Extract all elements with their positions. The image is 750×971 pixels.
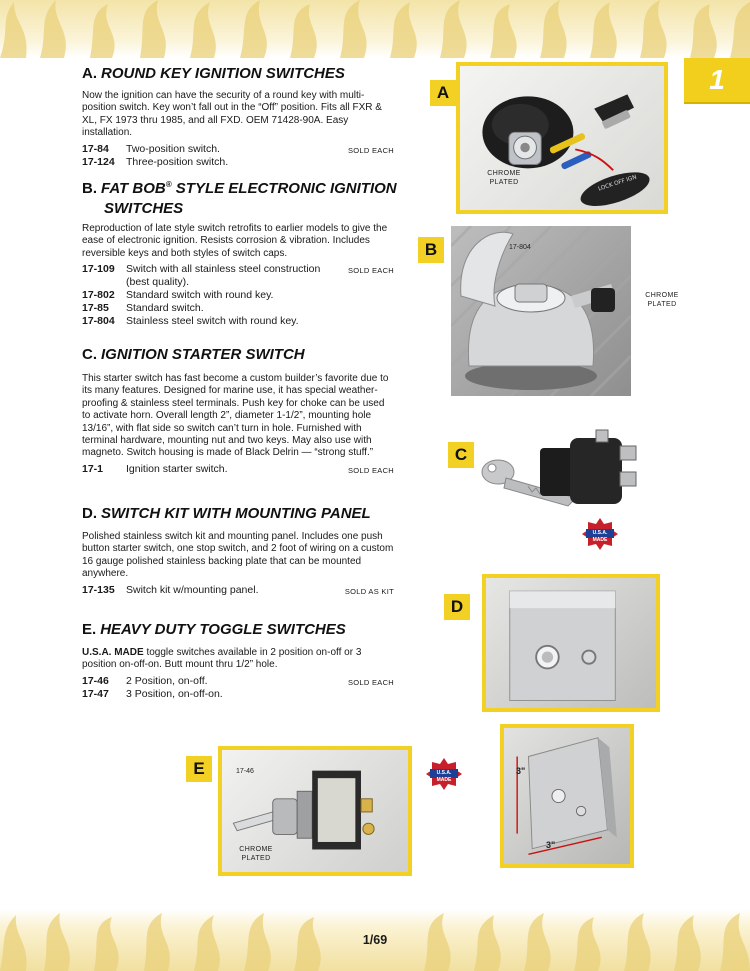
photo-b-label: B: [418, 237, 444, 263]
fat-bob-switch-illustration: [451, 226, 631, 396]
starter-switch-illustration: [476, 428, 656, 518]
lock-plate-text: LOCK OFF IGN: [597, 174, 638, 193]
dimension-horizontal: 3": [546, 840, 556, 850]
part-row: 17-85 Standard switch.: [82, 302, 204, 315]
photo-a-caption: CHROME PLATED: [487, 170, 521, 186]
switch-panel-angle-illustration: [504, 728, 630, 864]
section-c-parts: [82, 463, 394, 476]
part-row: 17-802 Standard switch with round key.: [82, 289, 274, 302]
section-d-parts: [82, 584, 394, 597]
usa-made-badge: U.S.A. MADE: [426, 756, 462, 790]
section-b-description: Reproduction of late style switch retrofits to earlier models to give the ease of electronic ignition. Resists corrosion & vibration. Includes reversible keys and both styles of switch caps.: [82, 223, 388, 259]
section-c-title: C. IGNITION STARTER SWITCH: [82, 346, 305, 363]
photo-e-label: E: [186, 756, 212, 782]
photo-a-round-key-switch: [456, 62, 668, 214]
part-row: 17-47 3 Position, on-off-on.: [82, 687, 223, 700]
section-d-body: [82, 531, 394, 597]
photo-e-part-tag: 17-46: [236, 768, 254, 775]
switch-panel-front-illustration: [486, 578, 656, 708]
section-a-title: A. ROUND KEY IGNITION SWITCHES: [82, 65, 345, 82]
section-b-title: B. FAT BOB® STYLE ELECTRONIC IGNITION SWITCHES: [82, 180, 397, 217]
section-a-description: Now the ignition can have the security of a round key with multi-position switch. Key won’t fall out in the “Off” position. Fits all FXR & XL, FX 1973 thru 1985, and all FXD. OEM 71428-90A. Easy installation.: [82, 90, 382, 139]
part-row: 17-124 Three-position switch.: [82, 155, 229, 168]
page-number: 1/69: [362, 933, 388, 947]
section-a-parts: [82, 143, 394, 169]
part-row: 17-135 Switch kit w/mounting panel. SOLD AS KIT: [82, 583, 394, 596]
part-row: 17-46 2 Position, on-off. SOLD EACH: [82, 674, 394, 687]
photo-c-label: C: [448, 442, 474, 468]
dimension-vertical: 3": [516, 766, 526, 776]
part-row: 17-84 Two-position switch. SOLD EACH: [82, 142, 394, 155]
section-b-parts: [82, 263, 394, 328]
part-row: 17-109 Switch with all stainless steel construction (best quality). SOLD EACH: [82, 263, 394, 289]
section-d-description: Polished stainless switch kit and mounting panel. Includes one push button starter switch, one stop switch, and 2 foot of wiring on a custom 16 gauge polished stainless backing plate that can be mounted anywhere.: [82, 531, 394, 580]
photo-d-switch-panel-angle: [500, 724, 634, 868]
photo-a-label: A: [430, 80, 456, 106]
section-e-body: [82, 647, 394, 701]
part-row: 17-1 Ignition starter switch. SOLD EACH: [82, 462, 394, 475]
photo-b-caption: CHROME PLATED: [645, 292, 679, 308]
ignition-switch-illustration: [460, 66, 664, 210]
usa-made-badge: U.S.A. MADE: [582, 516, 618, 550]
section-e-title: E. HEAVY DUTY TOGGLE SWITCHES: [82, 621, 346, 638]
part-row: 17-804 Stainless steel switch with round key.: [82, 315, 299, 328]
section-b-body: [82, 223, 394, 328]
section-c-description: This starter switch has fast become a custom builder’s favorite due to its many features. Designed for marine use, it has special weather-proofing & stainless steel terminals. Push key for choke can be used to activate horn. Overall length 2”, diameter 1-1/2”, mounting hole 13/16”, with flat side so switch can’t turn in hole. Furnished with terminal hardware, mounting nut and two keys. May also use with magneto. Switch housing is made of Black Delrin — “strong stuff.”: [82, 373, 389, 459]
photo-c-starter-switch: [476, 428, 656, 518]
section-e-description: U.S.A. MADE toggle switches available in 2 position on-off or 3 position on-off-on. Butt mount thru 1/2” hole.: [82, 647, 362, 671]
photo-d-switch-panel-front: [482, 574, 660, 712]
photo-e-toggle-switch: [218, 746, 412, 876]
section-tab: 1: [684, 58, 750, 104]
photo-e-caption: CHROME PLATED: [239, 846, 273, 862]
section-d-title: D. SWITCH KIT WITH MOUNTING PANEL: [82, 505, 371, 522]
photo-b-fat-bob-switch: [451, 226, 631, 396]
photo-d-label: D: [444, 594, 470, 620]
top-flame-border: [0, 0, 750, 58]
photo-b-part-tag: 17-804: [509, 244, 531, 251]
section-c-body: [82, 373, 394, 476]
section-e-parts: [82, 675, 394, 701]
section-a-body: [82, 90, 394, 169]
flame-pattern-top: [0, 0, 750, 58]
